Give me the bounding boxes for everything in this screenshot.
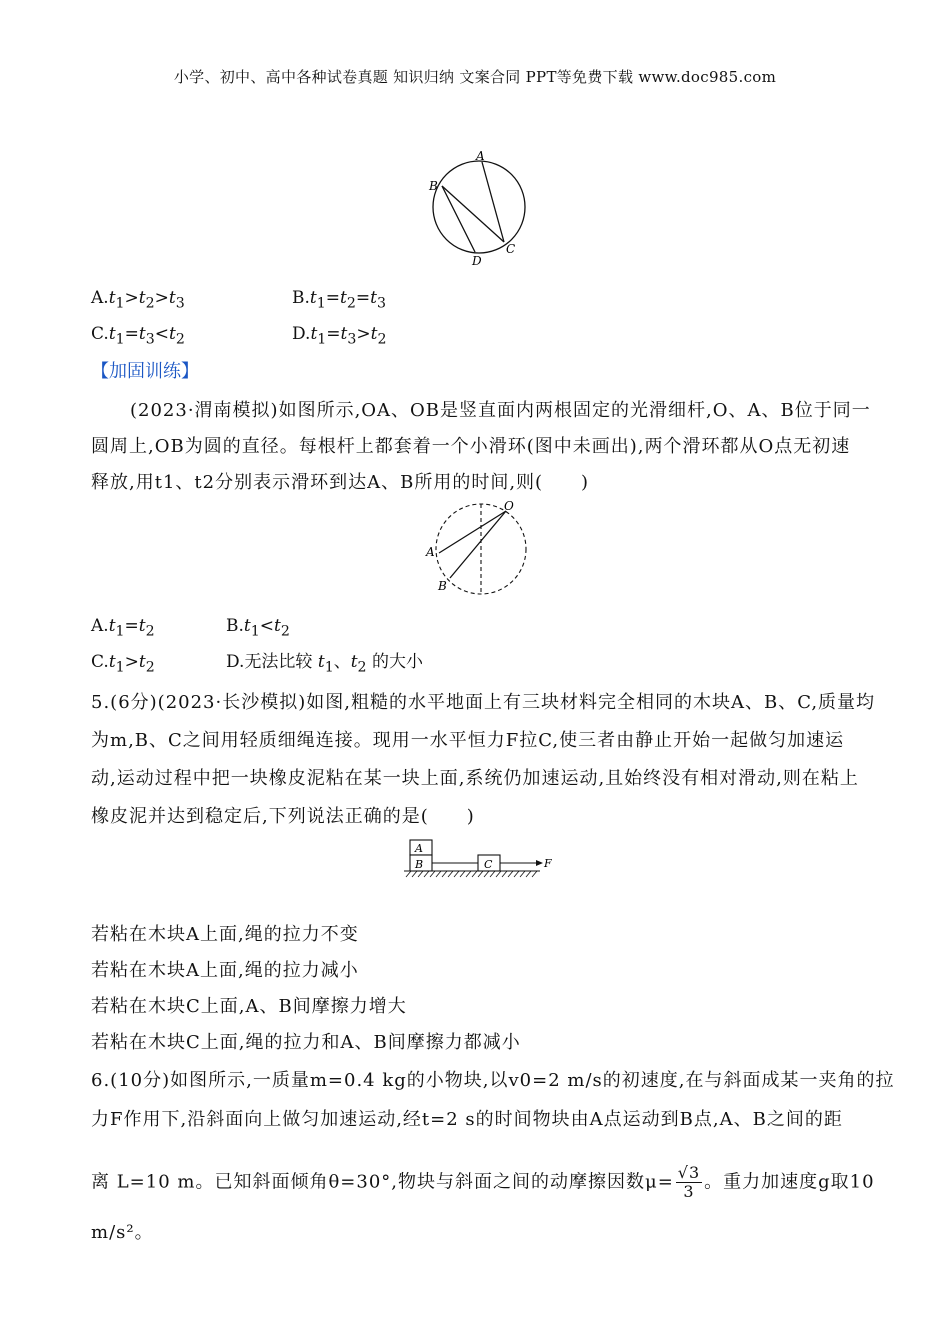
option-a: $A.t_1>t_2>t_3$ [91, 288, 185, 312]
q5-option-a: 若粘在木块A上面,绳的拉力不变 [91, 924, 359, 945]
mu-fraction: $\frac{√3}{3}$ [677, 1163, 701, 1201]
reinforce-question-line: 圆周上,OB为圆的直径。每根杆上都套着一个小滑环(图中未画出),两个滑环都从O点无初速 [91, 436, 851, 457]
fig3-label-c: C [484, 858, 493, 871]
q5-option-b: 若粘在木块A上面,绳的拉力减小 [91, 960, 359, 981]
fig1-label-c: C [506, 242, 516, 256]
fig2-label-b: B [438, 579, 447, 593]
page-header: 小学、初中、高中各种试卷真题 知识归纳 文案合同 PPT等免费下载 www.doc985.com [173, 68, 777, 86]
q6-line: 力F作用下,沿斜面向上做匀加速运动,经t=2 s的时间物块由A点运动到B点,A、B之间的距 [91, 1109, 843, 1130]
q6-line: 离 L=10 m。已知斜面倾角θ=30°,物块与斜面之间的动摩擦因数μ= $\frac{√3}{3}$ 。重力加速度g取10 [91, 1163, 875, 1201]
q5-line: 动,运动过程中把一块橡皮泥粘在某一块上面,系统仍加速运动,且始终没有相对滑动,则在粘上 [91, 768, 859, 789]
fig3-label-a: A [415, 842, 423, 855]
circle-chords-figure [420, 146, 540, 268]
q5-line: 橡皮泥并达到稳定后,下列说法正确的是( ) [91, 806, 475, 827]
reinforce-option-b: $B.t_1<t_2$ [226, 616, 290, 640]
q5-line: 5.(6分)(2023·长沙模拟)如图,粗糙的水平地面上有三块材料完全相同的木块A、B、C,质量均 [91, 692, 876, 713]
q5-option-c: 若粘在木块C上面,A、B间摩擦力增大 [91, 996, 407, 1017]
option-d: $D.t_1=t_3>t_2$ [292, 324, 387, 348]
reinforce-option-a: $A.t_1=t_2$ [91, 616, 155, 640]
fig3-label-f: F [544, 857, 552, 870]
fig1-label-d: D [472, 254, 482, 268]
reinforce-tag: 【加固训练】 [91, 361, 199, 382]
option-b: $B.t_1=t_2=t_3$ [292, 288, 386, 312]
fig2-label-o: O [504, 499, 514, 513]
reinforce-option-d: D.无法比较 $t_1$、$t_2$ 的大小 [226, 652, 423, 676]
reinforce-option-c: $C.t_1>t_2$ [91, 652, 155, 676]
q5-line: 为m,B、C之间用轻质细绳连接。现用一水平恒力F拉C,使三者由静止开始一起做匀加速运 [91, 730, 845, 751]
reinforce-question-line: (2023·渭南模拟)如图所示,OA、OB是竖直面内两根固定的光滑细杆,O、A、B位于同一 [130, 400, 871, 421]
reinforce-question-line: 释放,用t1、t2分别表示滑环到达A、B所用的时间,则( ) [91, 472, 590, 493]
fig2-label-a: A [426, 545, 435, 559]
dashed-circle-figure [424, 498, 534, 596]
blocks-figure [402, 836, 562, 884]
q6-line: m/s²。 [91, 1222, 154, 1243]
fig1-label-b: B [429, 179, 438, 193]
q6-line: 6.(10分)如图所示,一质量m=0.4 kg的小物块,以v0=2 m/s的初速度,在与斜面成某一夹角的拉 [91, 1070, 895, 1091]
q5-option-d: 若粘在木块C上面,绳的拉力和A、B间摩擦力都减小 [91, 1032, 521, 1053]
fig3-label-b: B [415, 858, 424, 871]
fig1-label-a: A [476, 149, 485, 163]
option-c: $C.t_1=t_3<t_2$ [91, 324, 185, 348]
